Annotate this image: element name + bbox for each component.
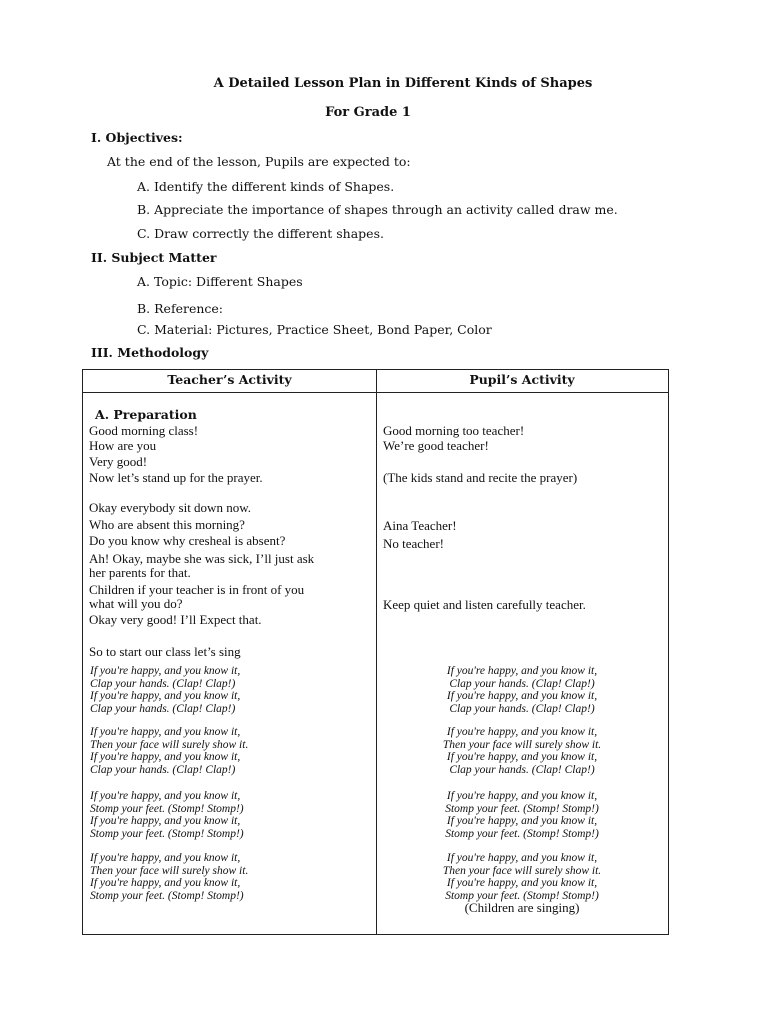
song-line: Clap your hands. (Clap! Clap!)	[90, 677, 236, 690]
teacher-line: Do you know why cresheal is absent?	[89, 533, 286, 548]
song-line: If you're happy, and you know it,	[90, 726, 241, 738]
objective-item: B. Appreciate the importance of shapes through an activity called draw me.	[137, 202, 618, 217]
teacher-line: So to start our class let’s sing	[89, 644, 241, 659]
song-line: Clap your hands. (Clap! Clap!)	[90, 702, 236, 715]
song-line: Stomp your feet. (Stomp! Stomp!)	[90, 827, 244, 840]
objectives-intro: At the end of the lesson, Pupils are expected to:	[107, 154, 411, 169]
teacher-line: How are you	[89, 438, 157, 453]
subject-matter-item: C. Material: Pictures, Practice Sheet, Bond Paper, Color	[137, 322, 492, 337]
song-verse-teacher	[90, 790, 244, 840]
song-line: If you're happy, and you know it,	[90, 665, 241, 677]
song-line: If you're happy, and you know it,	[90, 790, 241, 802]
teacher-line: Very good!	[89, 454, 148, 469]
methodology-table	[82, 369, 669, 935]
pupil-column-header: Pupil’s Activity	[469, 372, 575, 387]
objective-item: A. Identify the different kinds of Shapes.	[137, 179, 395, 194]
song-verse-pupil	[376, 790, 668, 840]
song-line: If you're happy, and you know it,	[446, 790, 598, 802]
teacher-line: Children if your teacher is in front of you	[89, 582, 305, 597]
teacher-line: Ah! Okay, maybe she was sick, I’ll just ask	[89, 551, 315, 566]
song-line: If you're happy, and you know it,	[90, 815, 241, 827]
teacher-line: what will you do?	[89, 596, 183, 611]
song-line: If you're happy, and you know it,	[446, 726, 598, 738]
song-verse-pupil	[376, 726, 668, 776]
song-line: Stomp your feet. (Stomp! Stomp!)	[445, 802, 599, 815]
teacher-column-header: Teacher’s Activity	[167, 372, 292, 387]
subject-matter-heading: II. Subject Matter	[91, 250, 217, 265]
song-line: If you're happy, and you know it,	[90, 852, 241, 864]
song-verse-teacher	[90, 726, 248, 776]
song-line: If you're happy, and you know it,	[90, 751, 241, 763]
pupil-line: (The kids stand and recite the prayer)	[383, 470, 578, 485]
song-line: Clap your hands. (Clap! Clap!)	[449, 677, 595, 690]
song-verse-pupil	[376, 665, 668, 715]
document-title: A Detailed Lesson Plan in Different Kinds of Shapes	[213, 76, 593, 91]
song-line: If you're happy, and you know it,	[446, 877, 598, 889]
grade-label: For Grade 1	[325, 105, 411, 120]
song-line: Clap your hands. (Clap! Clap!)	[449, 702, 595, 715]
teacher-line: her parents for that.	[89, 565, 191, 580]
objectives-heading: I. Objectives:	[91, 130, 183, 145]
subject-matter-item: A. Topic: Different Shapes	[137, 274, 303, 289]
song-line: If you're happy, and you know it,	[446, 815, 598, 827]
song-line: If you're happy, and you know it,	[90, 690, 241, 702]
song-verse-teacher	[90, 665, 240, 715]
song-line: If you're happy, and you know it,	[446, 751, 598, 763]
teacher-line: Who are absent this morning?	[89, 517, 245, 532]
teacher-line: Good morning class!	[89, 423, 199, 438]
table-column-divider	[376, 370, 377, 934]
song-line: If you're happy, and you know it,	[446, 852, 598, 864]
pupil-line: No teacher!	[383, 536, 444, 551]
song-line: Then your face will surely show it.	[90, 738, 249, 751]
objective-item: C. Draw correctly the different shapes.	[137, 226, 384, 241]
preparation-heading: A. Preparation	[95, 407, 197, 422]
teacher-line: Okay very good! I’ll Expect that.	[89, 612, 262, 627]
song-line: If you're happy, and you know it,	[90, 877, 241, 889]
pupil-line: We’re good teacher!	[383, 438, 489, 453]
methodology-heading: III. Methodology	[91, 345, 209, 360]
song-line: Stomp your feet. (Stomp! Stomp!)	[445, 827, 599, 840]
song-line: Clap your hands. (Clap! Clap!)	[90, 763, 236, 776]
pupil-line: Keep quiet and listen carefully teacher.	[383, 597, 586, 612]
pupil-line: Aina Teacher!	[383, 518, 457, 533]
pupil-line: Good morning too teacher!	[383, 423, 525, 438]
song-line: If you're happy, and you know it,	[446, 665, 598, 677]
subject-matter-item: B. Reference:	[137, 301, 223, 316]
song-line: Then your face will surely show it.	[442, 738, 602, 751]
teacher-line: Now let’s stand up for the prayer.	[89, 470, 263, 485]
song-line: Then your face will surely show it.	[442, 864, 602, 877]
song-verse-teacher	[90, 852, 248, 902]
song-line: If you're happy, and you know it,	[446, 690, 598, 702]
song-line: Stomp your feet. (Stomp! Stomp!)	[90, 802, 244, 815]
song-line: Clap your hands. (Clap! Clap!)	[449, 763, 595, 776]
teacher-line: Okay everybody sit down now.	[89, 500, 251, 515]
song-line: Then your face will surely show it.	[90, 864, 249, 877]
song-line: Stomp your feet. (Stomp! Stomp!)	[445, 889, 599, 902]
song-verse-pupil	[376, 852, 668, 902]
pupil-closing-line: (Children are singing)	[464, 900, 580, 915]
song-line: Stomp your feet. (Stomp! Stomp!)	[90, 889, 244, 902]
